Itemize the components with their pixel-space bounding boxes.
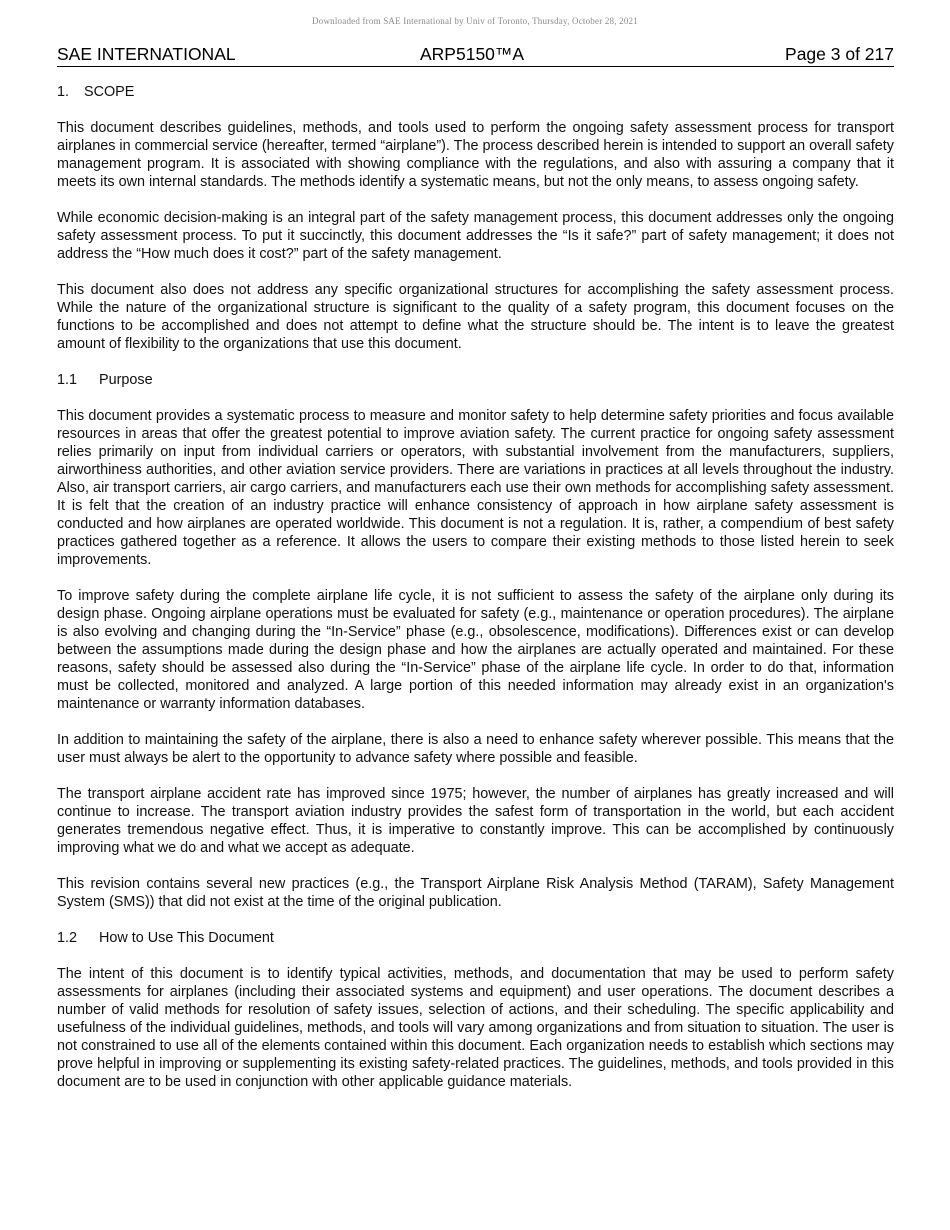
section-heading-purpose <box>57 371 894 389</box>
paragraph: In addition to maintaining the safety of the airplane, there is also a need to enhance safety wherever possible. This means that the user must always be alert to the opportunity to advance safety where possible and feasible. <box>57 732 894 766</box>
document-id: ARP5150™A <box>420 44 525 64</box>
section-title: Purpose <box>99 372 153 388</box>
section-heading-how-to-use <box>57 929 894 947</box>
paragraph: The transport airplane accident rate has improved since 1975; however, the number of airplanes has greatly increased and will continue to increase. The transport aviation industry provides the safest form of transportation in the world, but each accident generates tremendous negative effect. Thus, it is imperative to constantly improve. This can be accomplished by continuously improving what we do and what we accept as adequate. <box>57 786 894 856</box>
section-number: 1.1 <box>57 372 78 388</box>
page-header <box>57 44 894 67</box>
section-title: SCOPE <box>84 84 135 100</box>
document-body <box>57 83 894 1109</box>
section-number: 1.2 <box>57 930 78 946</box>
paragraph: The intent of this document is to identify typical activities, methods, and documentation that may be used to perform safety assessments for airplanes (including their associated systems and equipment) and user operations. The document describes a number of valid methods for resolution of safety issues, selection of actions, and their scheduling. The specific applicability and usefulness of the individual guidelines, methods, and tools will vary among organizations and from situation to situation. The user is not constrained to use all of the elements contained within this document. Each organization needs to establish which sections may prove helpful in improving or supplementing its existing safety-related practices. The guidelines, methods, and tools provided in this document are to be used in conjunction with other applicable guidance materials. <box>57 966 894 1090</box>
section-heading-scope <box>57 83 894 101</box>
paragraph: This document describes guidelines, methods, and tools used to perform the ongoing safety assessment process for transport airplanes in commercial service (hereafter, termed “airplane”). The process described herein is intended to support an overall safety management program. It is associated with showing compliance with the regulations, and also with assuring a company that it meets its own internal standards. The methods identify a systematic means, but not the only means, to assess ongoing safety. <box>57 120 894 190</box>
page-number: Page 3 of 217 <box>785 44 894 64</box>
paragraph: To improve safety during the complete airplane life cycle, it is not sufficient to assess the safety of the airplane only during its design phase. Ongoing airplane operations must be evaluated for safety (e.g., maintenance or operation procedures). The airplane is also evolving and changing during the “In-Service” phase (e.g., obsolescence, modifications). Differences exist or can develop between the assumptions made during the design phase and how the airplanes are actually operated and maintained. For these reasons, safety should be assessed also during the “In-Service” phase of the airplane life cycle. In order to do that, information must be collected, monitored and analyzed. A large portion of this needed information may already exist in an organization's maintenance or warranty information databases. <box>57 588 894 712</box>
section-title: How to Use This Document <box>99 930 274 946</box>
download-watermark: Downloaded from SAE International by Univ of Toronto, Thursday, October 28, 2021 <box>312 16 638 26</box>
paragraph: This document provides a systematic process to measure and monitor safety to help determine safety priorities and focus available resources in areas that offer the greatest potential to improve aviation safety. The current practice for ongoing safety assessment relies primarily on input from individual carriers or operators, with substantial involvement from the manufacturers, suppliers, airworthiness authorities, and other aviation service providers. There are variations in practices at all levels throughout the industry. Also, air transport carriers, air cargo carriers, and manufacturers each use their own methods for accomplishing safety assessment. It is felt that the creation of an industry practice will enhance consistency of approach in how airplane safety assessment is conducted and how airplanes are operated worldwide. This document is not a regulation. It is, rather, a compendium of best safety practices gathered together as a reference. It allows the users to compare their existing methods to those listed herein to seek improvements. <box>57 408 894 568</box>
paragraph: While economic decision-making is an integral part of the safety management process, this document addresses only the ongoing safety assessment process. To put it succinctly, this document addresses the “Is it safe?” part of safety management; it does not address the “How much does it cost?” part of the safety management. <box>57 210 894 262</box>
paragraph: This revision contains several new practices (e.g., the Transport Airplane Risk Analysis Method (TARAM), Safety Management System (SMS)) that did not exist at the time of the original publication. <box>57 876 894 910</box>
publisher-name: SAE INTERNATIONAL <box>57 44 236 64</box>
section-number: 1. <box>57 84 70 100</box>
paragraph: This document also does not address any specific organizational structures for accomplishing the safety assessment process. While the nature of the organizational structure is significant to the quality of a safety program, this document focuses on the functions to be accomplished and does not attempt to define what the structure should be. The intent is to leave the greatest amount of flexibility to the organizations that use this document. <box>57 282 894 352</box>
